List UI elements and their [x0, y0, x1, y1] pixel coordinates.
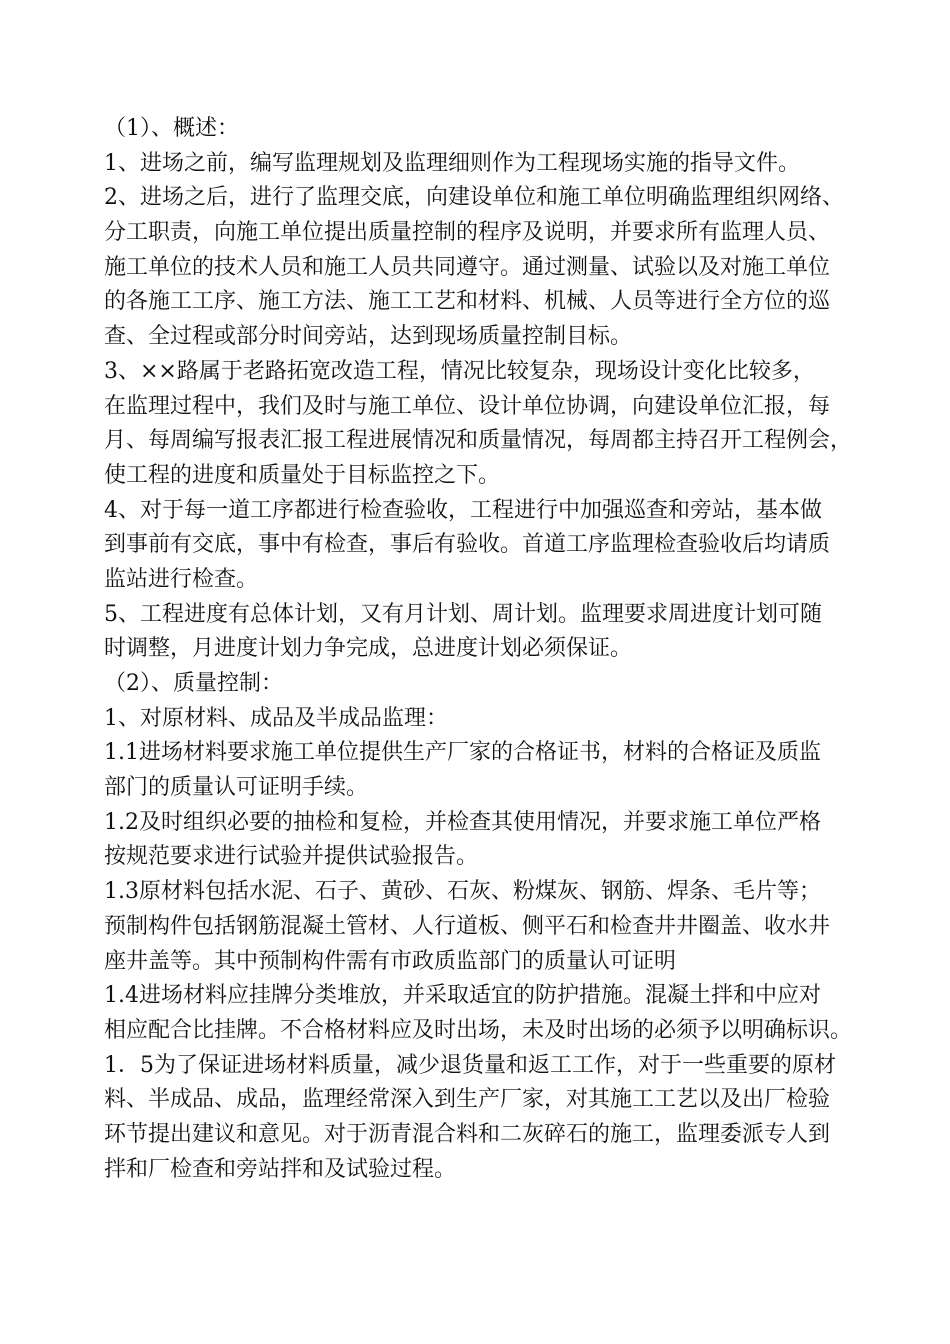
paragraph-line: 监站进行检查。: [104, 566, 259, 592]
section-heading-quality-control: （2）、质量控制：: [104, 671, 283, 696]
paragraph-line: 月、每周编写报表汇报工程进展情况和质量情况，每周都主持召开工程例会，: [104, 428, 853, 454]
section-heading-overview: （1）、概述：: [104, 116, 239, 141]
paragraph-line: 施工单位的技术人员和施工人员共同遵守。通过测量、试验以及对施工单位: [104, 254, 831, 280]
paragraph-line: 料、半成品、成品，监理经常深入到生产厂家，对其施工工艺以及出厂检验: [104, 1087, 831, 1113]
paragraph-line: 1、对原材料、成品及半成品监理：: [104, 705, 448, 731]
paragraph-line: 拌和厂检查和旁站拌和及试验过程。: [104, 1156, 457, 1182]
paragraph-line: 座井盖等。其中预制构件需有市政质监部门的质量认可证明: [104, 948, 677, 974]
paragraph-line: 分工职责，向施工单位提出质量控制的程序及说明，并要求所有监理人员、: [104, 220, 831, 246]
paragraph-line: 按规范要求进行试验并提供试验报告。: [104, 844, 479, 870]
paragraph-line: 相应配合比挂牌。不合格材料应及时出场，未及时出场的必须予以明确标识。: [104, 1017, 853, 1043]
paragraph-line: 到事前有交底，事中有检查，事后有验收。首道工序监理检查验收后均请质: [104, 532, 831, 558]
paragraph-line: 1.4进场材料应挂牌分类堆放，并采取适宜的防护措施。混凝土拌和中应对: [104, 983, 821, 1009]
paragraph-line: 1.1进场材料要求施工单位提供生产厂家的合格证书，材料的合格证及质监: [104, 740, 821, 766]
paragraph-line: 使工程的进度和质量处于目标监控之下。: [104, 462, 501, 488]
paragraph-line: 1．5为了保证进场材料质量，减少退货量和返工工作，对于一些重要的原材: [104, 1052, 836, 1078]
paragraph-line: 3、××路属于老路拓宽改造工程，情况比较复杂，现场设计变化比较多，: [104, 358, 815, 384]
paragraph-line: 环节提出建议和意见。对于沥青混合料和二灰碎石的施工，监理委派专人到: [104, 1121, 831, 1147]
paragraph-line: 1、进场之前，编写监理规划及监理细则作为工程现场实施的指导文件。: [104, 150, 800, 176]
paragraph-line: 5、工程进度有总体计划，又有月计划、周计划。监理要求周进度计划可随: [104, 601, 822, 627]
paragraph-line: 4、对于每一道工序都进行检查验收，工程进行中加强巡查和旁站，基本做: [104, 497, 822, 523]
paragraph-line: 1.2及时组织必要的抽检和复检，并检查其使用情况，并要求施工单位严格: [104, 809, 821, 835]
paragraph-line: 部门的质量认可证明手续。: [104, 775, 369, 801]
paragraph-line: 的各施工工序、施工方法、施工工艺和材料、机械、人员等进行全方位的巡: [104, 289, 831, 315]
paragraph-line: 1.3原材料包括水泥、石子、黄砂、石灰、粉煤灰、钢筋、焊条、毛片等；: [104, 879, 821, 905]
paragraph-line: 在监理过程中，我们及时与施工单位、设计单位协调，向建设单位汇报，每: [104, 393, 831, 419]
document-body: [104, 112, 864, 1187]
paragraph-line: 2、进场之后，进行了监理交底，向建设单位和施工单位明确监理组织网络、: [104, 185, 844, 211]
paragraph-line: 查、全过程或部分时间旁站，达到现场质量控制目标。: [104, 324, 633, 350]
paragraph-line: 预制构件包括钢筋混凝土管材、人行道板、侧平石和检查井井圈盖、收水井: [104, 913, 831, 939]
paragraph-line: 时调整，月进度计划力争完成，总进度计划必须保证。: [104, 636, 633, 662]
